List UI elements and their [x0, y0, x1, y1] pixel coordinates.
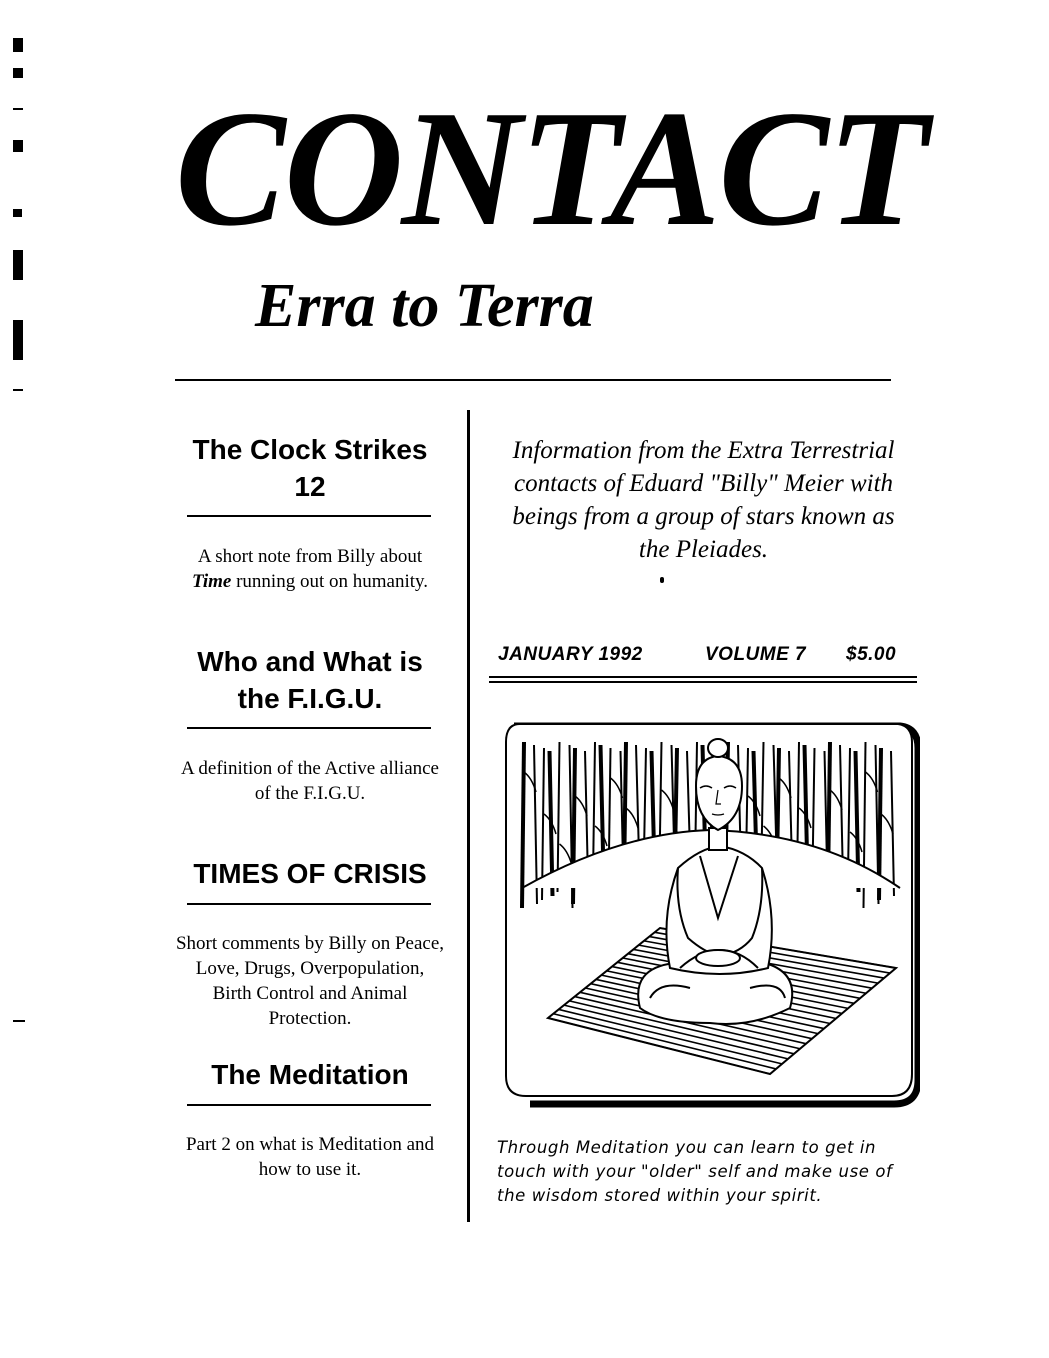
masthead-subtitle: Erra to Terra — [255, 272, 594, 340]
heading-line: TIMES OF CRISIS — [193, 858, 427, 889]
scan-mark — [13, 68, 23, 78]
section-rule — [187, 1104, 431, 1106]
body-line: Protection. — [268, 1008, 352, 1029]
heading-line: the F.I.G.U. — [237, 683, 383, 714]
meditation-illustration — [500, 718, 920, 1108]
issue-rule-bottom — [489, 681, 917, 683]
illustration-caption — [497, 1136, 917, 1208]
scan-mark — [13, 1020, 25, 1022]
section-rule — [187, 727, 431, 729]
heading-line: 12 — [294, 471, 326, 502]
section-rule — [187, 515, 431, 517]
caption-line: touch with your "older" self and make use of — [497, 1162, 893, 1181]
body-line: how to use it. — [258, 1159, 362, 1180]
scan-mark — [13, 250, 23, 280]
heading-line: The Clock Strikes — [192, 434, 428, 465]
section-heading — [150, 1056, 470, 1093]
scan-mark — [13, 389, 23, 391]
intro-line: Information from the Extra Terrestrial — [512, 437, 895, 464]
scan-mark — [13, 108, 23, 110]
body-line: Birth Control and Animal — [212, 983, 408, 1004]
body-line: Part 2 on what is Meditation and — [185, 1134, 435, 1155]
section-heading — [150, 643, 470, 717]
column-divider — [467, 410, 470, 1222]
section-heading — [150, 431, 470, 505]
body-text: running out on humanity. — [231, 571, 429, 592]
heading-line: Who and What is — [197, 646, 423, 677]
issue-date: JANUARY 1992 — [498, 644, 643, 665]
body-line: of the F.I.G.U. — [254, 783, 366, 804]
intro-line: the Pleiades. — [638, 536, 769, 563]
masthead-divider — [175, 379, 891, 381]
scan-mark — [13, 38, 23, 52]
issue-rule-top — [489, 676, 917, 678]
issue-price: $5.00 — [846, 644, 897, 665]
intro-line: contacts of Eduard "Billy" Meier with — [513, 470, 894, 497]
section-body — [150, 544, 470, 594]
heading-line: The Meditation — [211, 1059, 409, 1090]
masthead-title: CONTACT — [175, 76, 927, 260]
issue-volume: VOLUME 7 — [705, 644, 807, 665]
body-line — [150, 569, 470, 594]
dot-mark — [660, 577, 664, 583]
caption-line: the wisdom stored within your spirit. — [497, 1186, 823, 1205]
emphasis-word: Time — [191, 571, 232, 592]
body-line: Short comments by Billy on Peace, — [175, 933, 445, 954]
caption-line: Through Meditation you can learn to get in — [497, 1138, 877, 1157]
section-body — [150, 931, 470, 1031]
intro-text — [486, 434, 921, 566]
section-heading — [150, 855, 470, 892]
body-line: A definition of the Active alliance — [180, 758, 439, 779]
section-body — [150, 756, 470, 806]
section-body — [150, 1132, 470, 1182]
body-line: A short note from Billy about — [197, 546, 423, 567]
scan-mark — [13, 209, 22, 217]
intro-line: beings from a group of stars known as — [512, 503, 895, 530]
bamboo-stalk — [522, 742, 524, 908]
body-line: Love, Drugs, Overpopulation, — [195, 958, 425, 979]
section-rule — [187, 903, 431, 905]
scan-mark — [13, 140, 23, 152]
scan-mark — [13, 320, 23, 360]
